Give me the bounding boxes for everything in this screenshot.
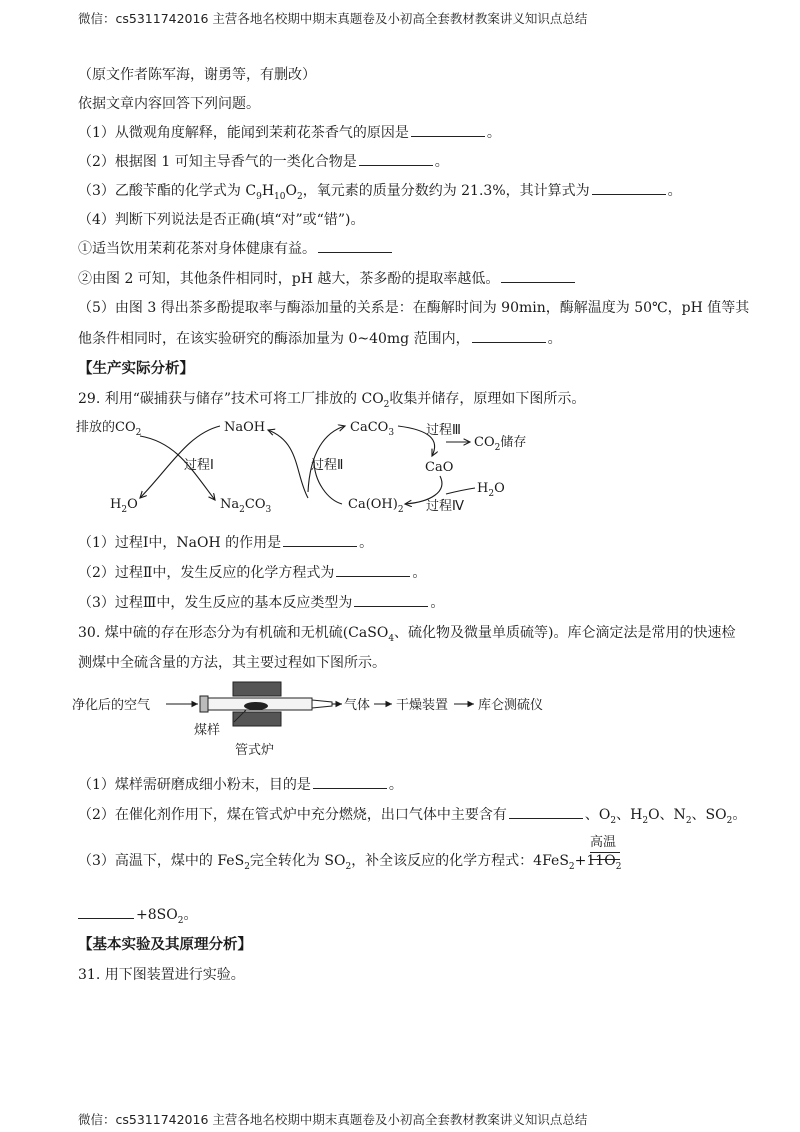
answer-blank[interactable] xyxy=(509,806,583,819)
label-cao: CaO xyxy=(425,460,454,475)
answer-blank[interactable] xyxy=(283,534,357,547)
q28-part3: （3）乙酸苄酯的化学式为 $C_9H_{10}O_2$，氧元素的质量分数约为 21.3%，其计算式为 。 xyxy=(78,183,682,202)
label-caoh2: $Ca(OH)_2$ xyxy=(348,497,404,515)
q28-part4-item2: ②由图 2 可知，其他条件相同时，pH 越大，茶多酚的提取率越低。 xyxy=(78,270,577,288)
answer-blank[interactable] xyxy=(78,906,134,919)
answer-blank[interactable] xyxy=(313,776,387,789)
section-production-analysis: 【生产实际分析】 xyxy=(78,361,194,377)
answer-blank[interactable] xyxy=(359,153,433,166)
coal-sample xyxy=(244,702,268,710)
label-process-4: 过程Ⅳ xyxy=(426,499,464,514)
label-purified-air: 净化后的空气 xyxy=(72,698,151,713)
answer-blank[interactable] xyxy=(592,182,666,195)
answer-blank[interactable] xyxy=(501,270,575,283)
label-na2co3: $Na_2CO_3$ xyxy=(220,497,272,515)
carbon-capture-diagram xyxy=(70,412,540,520)
q28-part1: （1）从微观角度解释，能闻到茉莉花茶香气的原因是 。 xyxy=(78,125,501,141)
answer-blank[interactable] xyxy=(411,124,485,137)
arrow-water-in xyxy=(446,488,475,494)
q30-part2: （2）在催化剂作用下，煤在管式炉中充分燃烧，出口气体中主要含有 、$O_2$、$H_2O$、$N_2$、$SO_2$。 xyxy=(78,807,747,826)
q28-part5-line1: （5）由图 3 得出茶多酚提取率与酶添加量的关系是：在酶解时间为 90min，酶解温度为 50℃，pH 值等其 xyxy=(78,300,750,316)
answer-blank[interactable] xyxy=(318,240,392,253)
section-basic-experiment: 【基本实验及其原理分析】 xyxy=(78,937,252,953)
condition-label: 高温 xyxy=(590,835,617,850)
q30-part3: （3）高温下，煤中的 FeS$_2$完全转化为 $SO_2$，补全该反应的化学方程式：$4FeS_2+11O_2$ xyxy=(78,853,622,872)
q28-part4-item1: ①适当饮用茉莉花茶对身体健康有益。 xyxy=(78,240,394,258)
label-emitted-co2: 排放的$CO_2$ xyxy=(76,420,142,438)
label-tube-furnace: 管式炉 xyxy=(235,743,275,758)
page-footer: 微信：cs5311742016 主营各地名校期中期末真题卷及小初高全套教材教案讲义知识点总结 xyxy=(78,1112,588,1127)
label-drying-device: 干燥装置 xyxy=(396,698,449,713)
label-naoh: NaOH xyxy=(224,420,266,435)
label-gas: 气体 xyxy=(344,698,371,713)
arrow-naoh-return xyxy=(268,430,308,498)
label-h2o-left: $H_2O$ xyxy=(110,497,138,515)
label-coal-sample: 煤样 xyxy=(194,723,221,738)
q31-stem: 31. 用下图装置进行实验。 xyxy=(78,967,245,983)
q28-part5-line2: 他条件相同时，在该实验研究的酶添加量为 0~40mg 范围内， 。 xyxy=(78,331,562,347)
q30-stem-line2: 测煤中全硫含量的方法，其主要过程如下图所示。 xyxy=(78,655,386,671)
q29-part3: （3）过程Ⅲ中，发生反应的基本反应类型为 。 xyxy=(78,595,445,611)
q30-part1: （1）煤样需研磨成细小粉末，目的是 。 xyxy=(78,777,403,793)
sulfur-apparatus-diagram xyxy=(70,678,570,762)
instruction: 依据文章内容回答下列问题。 xyxy=(78,96,260,112)
page-header: 微信：cs5311742016 主营各地名校期中期末真题卷及小初高全套教材教案讲义知识点总结 xyxy=(78,11,588,26)
source-note: （原文作者陈军海，谢勇等，有删改） xyxy=(78,67,316,83)
furnace-top-block xyxy=(233,682,281,696)
q29-part2: （2）过程Ⅱ中，发生反应的化学方程式为 。 xyxy=(78,565,427,581)
furnace-bottom-block xyxy=(233,712,281,726)
q29-part1: （1）过程Ⅰ中，NaOH 的作用是 。 xyxy=(78,535,374,551)
q28-part4: （4）判断下列说法是否正确(填“对”或“错”)。 xyxy=(78,212,365,228)
label-sulfur-meter: 库仑测硫仪 xyxy=(478,698,544,713)
q28-part2: （2）根据图 1 可知主导香气的一类化合物是 。 xyxy=(78,154,449,170)
tube-outlet xyxy=(312,700,332,708)
q30-part3-continued: $+8SO_2$。 xyxy=(78,906,197,930)
tube-stopper xyxy=(200,696,208,712)
answer-blank[interactable] xyxy=(472,330,546,343)
label-caco3: CaCO$_3$ xyxy=(350,420,395,438)
q29-stem: 29. 利用“碳捕获与储存”技术可将工厂排放的 $CO_2$收集并储存，原理如下图所示。 xyxy=(78,391,586,410)
answer-blank[interactable] xyxy=(336,564,410,577)
answer-blank[interactable] xyxy=(354,594,428,607)
label-process-1: 过程Ⅰ xyxy=(184,458,214,473)
label-process-3: 过程Ⅲ xyxy=(426,423,461,438)
q30-stem-line1: 30. 煤中硫的存在形态分为有机硫和无机硫(CaSO$_4$、硫化物及微量单质硫等)。库仑滴定法是常用的快速检 xyxy=(78,625,736,644)
label-h2o-right: $H_2O$ xyxy=(477,481,505,499)
label-co2-storage: $CO_2$储存 xyxy=(474,435,527,453)
label-process-2: 过程Ⅱ xyxy=(311,458,344,473)
